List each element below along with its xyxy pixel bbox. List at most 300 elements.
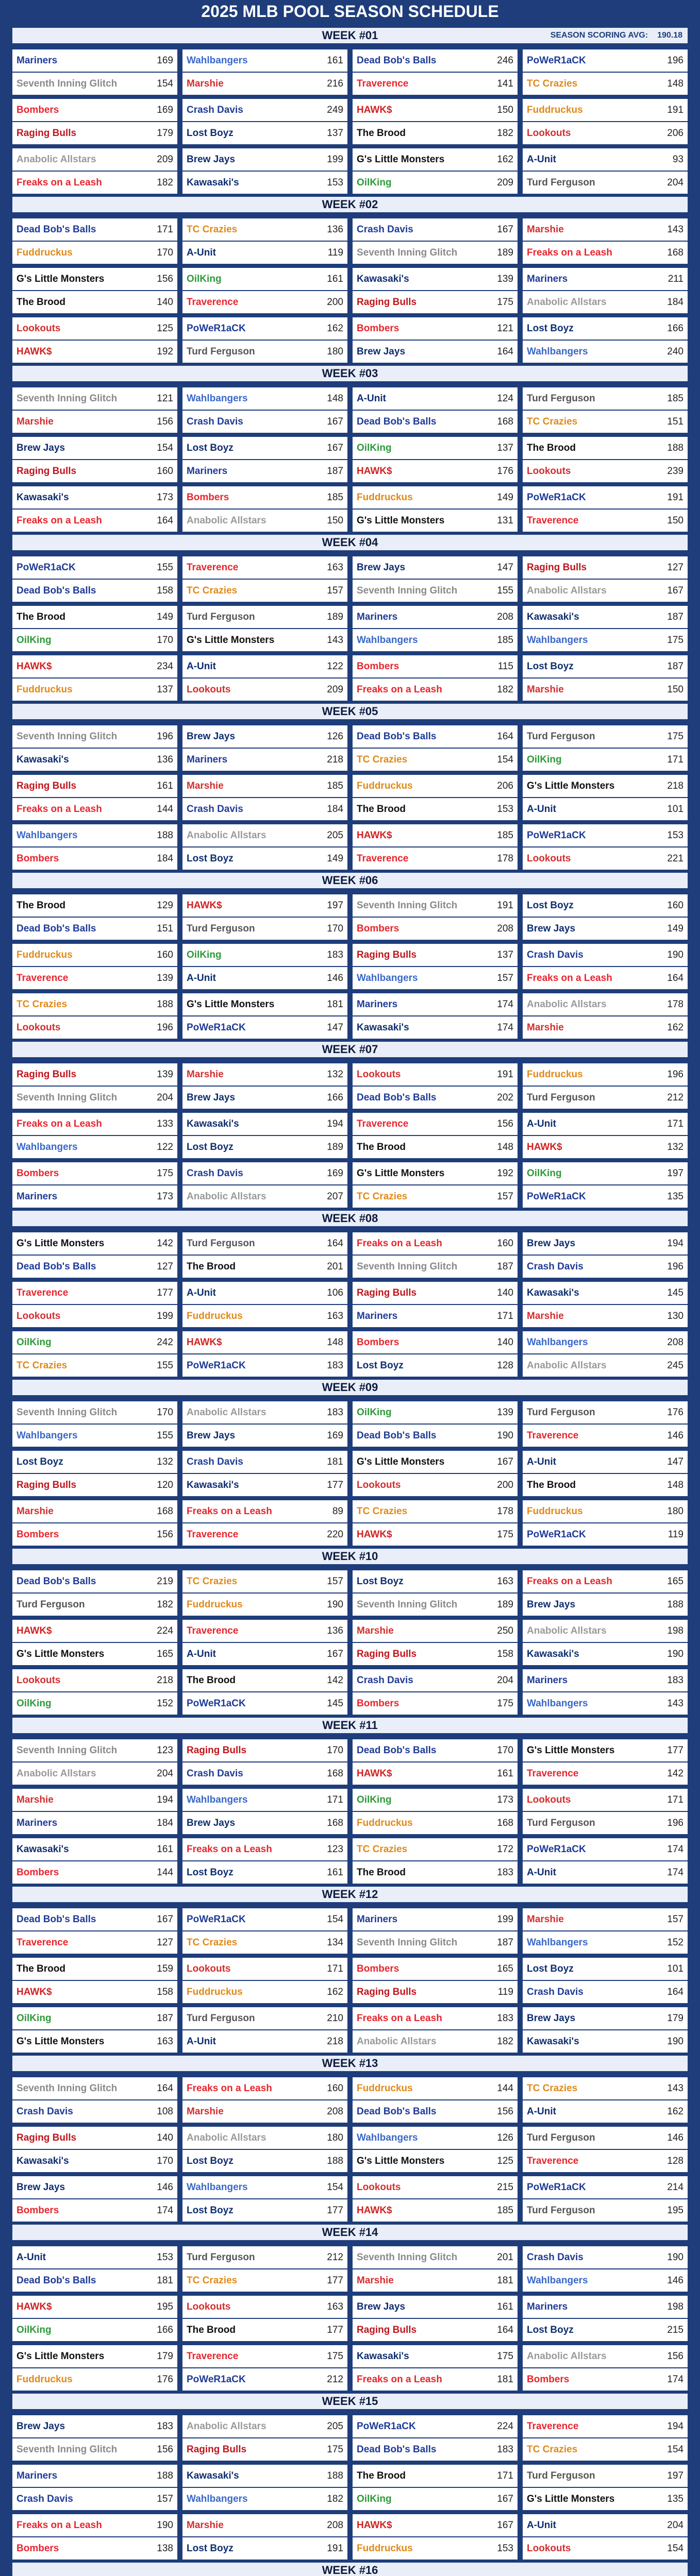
team-score: 181 <box>497 2374 513 2385</box>
team-name: Freaks on a Leash <box>357 2374 442 2385</box>
team-score: 165 <box>497 1963 513 1974</box>
matchup <box>182 1620 347 1667</box>
team-row <box>523 1113 688 1135</box>
team-score: 108 <box>157 2106 173 2117</box>
matchup-group <box>12 49 688 97</box>
team-score: 190 <box>157 2519 173 2531</box>
team-row <box>182 341 347 363</box>
team-row <box>182 1185 347 1208</box>
matchup <box>523 2465 688 2512</box>
team-name: Wahlbangers <box>16 829 78 841</box>
team-name: Lookouts <box>527 465 571 477</box>
team-row <box>12 437 177 459</box>
team-row <box>182 556 347 579</box>
team-row <box>12 387 177 410</box>
matchup <box>12 655 177 703</box>
team-score: 191 <box>497 900 513 911</box>
matchup <box>353 1669 518 1717</box>
week-block <box>12 2557 688 2576</box>
team-row <box>182 291 347 313</box>
team-score: 209 <box>327 684 343 695</box>
team-score: 200 <box>497 1479 513 1490</box>
team-row <box>353 1354 518 1377</box>
team-name: The Brood <box>527 442 576 453</box>
team-name: Dead Bob's Balls <box>357 2444 437 2455</box>
team-name: Lost Boyz <box>187 1867 234 1878</box>
team-name: Traverence <box>357 1118 409 1129</box>
team-name: Crash Davis <box>16 2106 73 2117</box>
team-score: 185 <box>497 634 513 646</box>
team-name: Brew Jays <box>187 731 236 742</box>
team-row <box>523 1451 688 1473</box>
matchup <box>182 1500 347 1548</box>
matchup-group <box>12 944 688 991</box>
team-score: 163 <box>497 1575 513 1587</box>
team-row <box>523 2100 688 2123</box>
team-row <box>353 486 518 509</box>
matchup <box>523 606 688 653</box>
matchup-group <box>12 1570 688 1618</box>
matchup <box>182 99 347 146</box>
team-name: OilKing <box>357 442 392 453</box>
team-name: Traverence <box>16 972 69 984</box>
team-name: PoWeR1aCK <box>357 2420 416 2432</box>
team-row <box>523 2246 688 2268</box>
team-row <box>12 2127 177 2149</box>
team-score: 120 <box>157 1479 173 1490</box>
team-name: OilKing <box>16 1336 52 1348</box>
team-name: Lookouts <box>187 1963 231 1974</box>
week-label: WEEK #15 <box>12 2394 688 2409</box>
matchup <box>523 1401 688 1449</box>
team-row <box>12 1401 177 1423</box>
team-name: Kawasaki's <box>187 1479 239 1490</box>
team-score: 154 <box>667 2444 684 2455</box>
matchup-group <box>12 1232 688 1280</box>
matchup <box>12 725 177 773</box>
team-row <box>353 172 518 194</box>
team-score: 178 <box>667 998 684 1010</box>
team-score: 133 <box>157 1118 173 1129</box>
matchup <box>523 2296 688 2343</box>
team-row <box>182 679 347 701</box>
team-score: 170 <box>327 1744 343 1756</box>
team-score: 164 <box>497 731 513 742</box>
matchup <box>353 2176 518 2224</box>
team-row <box>353 2199 518 2222</box>
matchup-group <box>12 1451 688 1498</box>
team-score: 170 <box>327 923 343 934</box>
team-row <box>12 148 177 171</box>
team-row <box>12 341 177 363</box>
team-name: Turd Ferguson <box>527 177 595 188</box>
team-row <box>353 1931 518 1954</box>
team-name: Raging Bulls <box>16 465 77 477</box>
team-row <box>182 1401 347 1423</box>
team-name: Crash Davis <box>187 1456 243 1467</box>
team-score: 146 <box>327 972 343 984</box>
team-name: TC Crazies <box>357 754 408 765</box>
team-row <box>523 411 688 433</box>
team-row <box>12 317 177 340</box>
team-name: PoWeR1aCK <box>527 1191 586 1202</box>
team-score: 245 <box>667 1360 684 1371</box>
matchup <box>353 1063 518 1111</box>
team-row <box>523 122 688 144</box>
matchup <box>12 1739 177 1787</box>
team-score: 190 <box>497 1430 513 1441</box>
matchup <box>353 2127 518 2174</box>
team-row <box>182 798 347 820</box>
team-score: 149 <box>497 492 513 503</box>
matchup <box>182 2127 347 2174</box>
team-row <box>523 242 688 264</box>
team-row <box>523 1838 688 1860</box>
team-row <box>12 411 177 433</box>
team-row <box>353 1838 518 1860</box>
team-row <box>523 2488 688 2510</box>
team-score: 174 <box>667 1843 684 1855</box>
team-name: A-Unit <box>187 972 216 984</box>
team-row <box>523 2296 688 2318</box>
team-score: 189 <box>497 247 513 258</box>
week-label: WEEK #09 <box>12 1380 688 1395</box>
team-row <box>12 679 177 701</box>
team-score: 158 <box>157 585 173 596</box>
team-score: 152 <box>667 1937 684 1948</box>
team-name: Fuddruckus <box>357 780 413 791</box>
matchup <box>182 2077 347 2125</box>
matchup <box>523 218 688 266</box>
team-score: 221 <box>667 853 684 864</box>
team-score: 157 <box>497 1191 513 1202</box>
team-score: 204 <box>667 177 684 188</box>
team-score: 242 <box>157 1336 173 1348</box>
team-name: Turd Ferguson <box>187 1238 255 1249</box>
team-name: HAWK$ <box>16 1625 52 1636</box>
team-score: 177 <box>157 1287 173 1298</box>
team-name: A-Unit <box>187 1287 216 1298</box>
matchup <box>353 317 518 365</box>
team-row <box>12 1162 177 1184</box>
team-score: 250 <box>497 1625 513 1636</box>
team-score: 163 <box>327 1310 343 1321</box>
matchup <box>12 993 177 1041</box>
team-name: OilKing <box>527 1167 562 1179</box>
matchup-group <box>12 1331 688 1379</box>
team-row <box>353 824 518 846</box>
matchup <box>523 1162 688 1210</box>
matchup <box>523 556 688 604</box>
team-score: 93 <box>672 154 684 165</box>
team-score: 144 <box>157 1867 173 1878</box>
team-row <box>523 73 688 95</box>
team-name: Turd Ferguson <box>187 2251 255 2263</box>
team-row <box>523 437 688 459</box>
team-name: Turd Ferguson <box>527 731 595 742</box>
matchup <box>353 1500 518 1548</box>
matchup <box>12 944 177 991</box>
team-row <box>523 775 688 797</box>
team-name: A-Unit <box>187 247 216 258</box>
team-row <box>12 2438 177 2461</box>
team-score: 169 <box>157 55 173 66</box>
team-score: 101 <box>667 1963 684 1974</box>
team-score: 163 <box>327 2301 343 2312</box>
team-score: 178 <box>497 1505 513 1517</box>
team-name: Dead Bob's Balls <box>16 923 96 934</box>
team-row <box>523 725 688 748</box>
team-row <box>523 1136 688 1158</box>
team-score: 218 <box>667 780 684 791</box>
team-name: Lookouts <box>527 1794 571 1805</box>
team-name: Traverence <box>527 2155 579 2166</box>
matchup-group <box>12 1063 688 1111</box>
matchup-group <box>12 99 688 146</box>
team-row <box>353 2488 518 2510</box>
matchup <box>353 99 518 146</box>
team-name: HAWK$ <box>357 1529 392 1540</box>
team-score: 204 <box>157 1092 173 1103</box>
team-name: Kawasaki's <box>16 492 69 503</box>
team-row <box>523 2319 688 2341</box>
team-score: 201 <box>327 1261 343 1272</box>
team-name: Mariners <box>16 1817 58 1828</box>
team-score: 209 <box>497 177 513 188</box>
team-score: 196 <box>157 731 173 742</box>
team-score: 173 <box>497 1794 513 1805</box>
team-name: Anabolic Allstars <box>357 2036 437 2047</box>
matchup <box>12 1908 177 1956</box>
team-row <box>523 1232 688 1255</box>
matchup <box>182 317 347 365</box>
team-name: The Brood <box>357 127 406 139</box>
matchup <box>353 2007 518 2055</box>
team-name: G's Little Monsters <box>357 2155 445 2166</box>
team-row <box>12 967 177 989</box>
team-name: Raging Bulls <box>357 296 417 308</box>
matchup <box>353 387 518 435</box>
team-score: 168 <box>327 1768 343 1779</box>
team-name: Crash Davis <box>187 803 243 815</box>
matchup <box>523 2007 688 2055</box>
team-row <box>523 1305 688 1327</box>
team-score: 194 <box>327 1118 343 1129</box>
team-row <box>523 1425 688 1447</box>
team-row <box>12 1594 177 1616</box>
team-name: Kawasaki's <box>357 2350 409 2362</box>
matchup <box>12 1838 177 1886</box>
team-score: 135 <box>667 1191 684 1202</box>
matchup-group <box>12 1958 688 2005</box>
team-score: 141 <box>497 78 513 89</box>
team-score: 148 <box>327 1336 343 1348</box>
team-score: 169 <box>327 1167 343 1179</box>
team-score: 134 <box>327 1937 343 1948</box>
team-score: 146 <box>667 2275 684 2286</box>
team-score: 171 <box>667 754 684 765</box>
matchup <box>353 1232 518 1280</box>
matchup <box>12 1570 177 1618</box>
team-name: PoWeR1aCK <box>187 1022 246 1033</box>
team-name: Kawasaki's <box>357 273 409 284</box>
week-label: WEEK #12 <box>12 1887 688 1902</box>
team-score: 153 <box>667 829 684 841</box>
team-name: Seventh Inning Glitch <box>16 1092 118 1103</box>
team-name: PoWeR1aCK <box>187 1698 246 1709</box>
matchup-group <box>12 1282 688 1329</box>
team-row <box>353 411 518 433</box>
team-score: 156 <box>497 1118 513 1129</box>
team-row <box>523 2007 688 2029</box>
team-score: 147 <box>667 1456 684 1467</box>
team-name: Fuddruckus <box>187 1986 243 1997</box>
team-score: 148 <box>327 393 343 404</box>
matchup <box>523 1063 688 1111</box>
team-row <box>523 148 688 171</box>
team-row <box>353 1016 518 1039</box>
team-row <box>523 798 688 820</box>
team-row <box>523 1908 688 1930</box>
team-name: Lost Boyz <box>187 127 234 139</box>
matchup <box>353 556 518 604</box>
team-row <box>12 556 177 579</box>
team-row <box>12 2296 177 2318</box>
team-score: 137 <box>327 127 343 139</box>
team-row <box>12 1643 177 1665</box>
team-row <box>353 1113 518 1135</box>
matchup <box>182 387 347 435</box>
matchup <box>12 148 177 196</box>
team-row <box>353 580 518 602</box>
team-name: HAWK$ <box>357 1768 392 1779</box>
team-name: Mariners <box>527 2301 568 2312</box>
matchup <box>523 1958 688 2005</box>
team-name: Freaks on a Leash <box>527 247 612 258</box>
team-row <box>353 73 518 95</box>
team-row <box>182 1958 347 1980</box>
team-row <box>523 1282 688 1304</box>
team-row <box>353 1812 518 1834</box>
week-block <box>12 1713 688 1882</box>
team-row <box>182 2030 347 2053</box>
team-score: 185 <box>327 780 343 791</box>
team-score: 162 <box>327 1986 343 1997</box>
team-name: The Brood <box>357 2470 406 2481</box>
team-row <box>523 749 688 771</box>
matchup <box>12 2415 177 2463</box>
matchup-group <box>12 894 688 942</box>
team-score: 246 <box>497 55 513 66</box>
matchup <box>353 1958 518 2005</box>
matchup <box>12 1162 177 1210</box>
matchup <box>182 2345 347 2393</box>
team-score: 179 <box>157 127 173 139</box>
team-row <box>353 2319 518 2341</box>
team-name: TC Crazies <box>16 998 68 1010</box>
team-score: 146 <box>157 2181 173 2193</box>
team-score: 167 <box>327 1648 343 1659</box>
team-row <box>353 242 518 264</box>
team-name: Kawasaki's <box>527 1287 579 1298</box>
team-score: 206 <box>667 127 684 139</box>
team-row <box>12 580 177 602</box>
team-score: 190 <box>327 1599 343 1610</box>
team-score: 188 <box>327 2155 343 2166</box>
matchup <box>523 1232 688 1280</box>
team-score: 153 <box>327 177 343 188</box>
team-name: OilKing <box>16 634 52 646</box>
team-score: 174 <box>497 1022 513 1033</box>
team-score: 156 <box>667 2350 684 2362</box>
team-name: Freaks on a Leash <box>187 1843 272 1855</box>
team-name: TC Crazies <box>187 1575 238 1587</box>
matchup <box>353 218 518 266</box>
team-name: Brew Jays <box>527 1238 576 1249</box>
team-row <box>182 824 347 846</box>
team-score: 188 <box>157 2470 173 2481</box>
team-name: A-Unit <box>527 1867 556 1878</box>
team-row <box>182 2077 347 2099</box>
team-name: Marshie <box>187 780 224 791</box>
matchup <box>182 556 347 604</box>
team-score: 160 <box>157 465 173 477</box>
team-score: 174 <box>667 2374 684 2385</box>
matchup <box>523 317 688 365</box>
team-row <box>523 580 688 602</box>
team-row <box>12 1500 177 1522</box>
team-name: Bombers <box>16 104 59 115</box>
matchup <box>353 1113 518 1160</box>
matchup <box>523 99 688 146</box>
team-name: Marshie <box>16 416 54 427</box>
team-row <box>182 1354 347 1377</box>
team-score: 185 <box>327 492 343 503</box>
matchup <box>12 824 177 872</box>
team-score: 192 <box>157 346 173 357</box>
team-row <box>523 1016 688 1039</box>
team-row <box>12 1958 177 1980</box>
team-score: 183 <box>497 2012 513 2024</box>
team-row <box>182 580 347 602</box>
team-row <box>182 894 347 917</box>
team-name: Raging Bulls <box>357 1287 417 1298</box>
team-name: The Brood <box>187 1674 236 1686</box>
team-score: 139 <box>497 273 513 284</box>
matchup <box>353 1331 518 1379</box>
team-score: 167 <box>497 224 513 235</box>
matchup <box>12 268 177 315</box>
team-score: 190 <box>667 949 684 960</box>
team-row <box>182 1474 347 1496</box>
team-name: HAWK$ <box>357 829 392 841</box>
team-name: Lookouts <box>16 323 61 334</box>
team-name: Wahlbangers <box>357 634 418 646</box>
team-name: Seventh Inning Glitch <box>357 1599 458 1610</box>
team-score: 208 <box>497 611 513 622</box>
team-name: Lost Boyz <box>187 442 234 453</box>
team-row <box>182 2514 347 2536</box>
team-name: Brew Jays <box>187 1817 236 1828</box>
team-name: Turd Ferguson <box>527 1092 595 1103</box>
team-row <box>353 1256 518 1278</box>
team-name: Lost Boyz <box>527 2324 574 2335</box>
matchup <box>353 1282 518 1329</box>
team-name: Mariners <box>16 55 58 66</box>
team-name: TC Crazies <box>357 1191 408 1202</box>
matchup-group <box>12 1908 688 1956</box>
team-score: 128 <box>667 2155 684 2166</box>
